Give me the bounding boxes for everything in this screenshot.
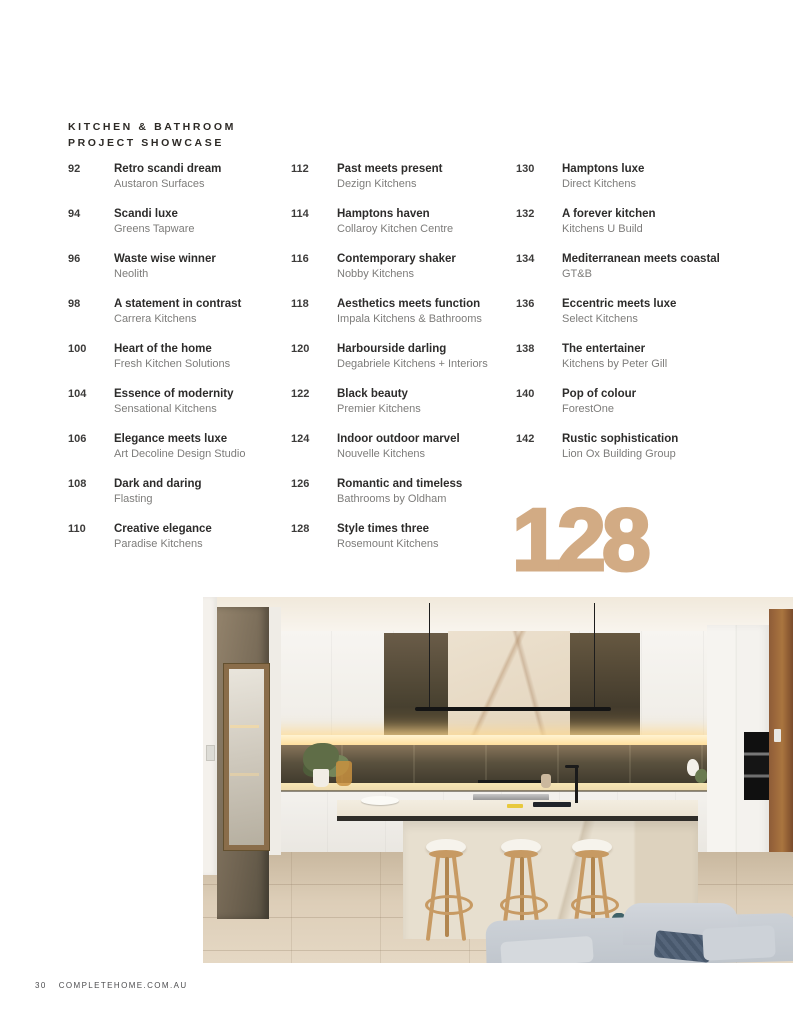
entry-page-number: 132 — [516, 208, 535, 220]
entry-page-number: 120 — [291, 343, 310, 355]
entry-title: Mediterranean meets coastal — [562, 253, 720, 265]
photo-bronze-panel-right — [570, 633, 640, 739]
entry-title: Elegance meets luxe — [114, 433, 228, 445]
entry-credit: Greens Tapware — [114, 223, 195, 235]
toc-entry — [516, 252, 771, 281]
entry-credit: Collaroy Kitchen Centre — [337, 223, 454, 235]
toc-entry — [68, 522, 286, 551]
entry-credit: Carrera Kitchens — [114, 313, 197, 325]
entry-page-number: 94 — [68, 208, 81, 220]
entry-page-number: 128 — [291, 523, 310, 535]
toc-entry — [291, 207, 511, 236]
toc-entry — [291, 297, 511, 326]
entry-credit: Fresh Kitchen Solutions — [114, 358, 231, 370]
entry-title: Rustic sophistication — [562, 433, 679, 445]
entry-credit: Kitchens U Build — [562, 223, 643, 235]
entry-credit: Nouvelle Kitchens — [337, 448, 426, 460]
entry-credit: ForestOne — [562, 403, 614, 415]
entry-credit: Flasting — [114, 493, 153, 505]
toc-entry — [516, 297, 771, 326]
entry-title: Aesthetics meets function — [337, 298, 481, 310]
kitchen-photo — [203, 597, 793, 963]
entry-page-number: 124 — [291, 433, 310, 445]
entry-title: Heart of the home — [114, 343, 212, 355]
entry-title: Harbourside darling — [337, 343, 447, 355]
pendant-cord-right — [594, 603, 595, 709]
entry-page-number: 110 — [68, 523, 86, 535]
toc-entry — [291, 387, 511, 416]
entry-credit: GT&B — [562, 268, 592, 280]
toc-entry — [291, 342, 511, 371]
entry-page-number: 106 — [68, 433, 87, 445]
entry-title: A forever kitchen — [562, 208, 656, 220]
yellow-cloth — [507, 804, 523, 808]
entry-title: Style times three — [337, 523, 430, 535]
stool-footring — [500, 895, 548, 915]
entry-page-number: 112 — [291, 163, 309, 175]
left-wall — [203, 597, 217, 875]
mirror-glow-reflection — [230, 725, 259, 728]
entry-title: The entertainer — [562, 343, 646, 355]
entry-page-number: 138 — [516, 343, 535, 355]
entry-page-number: 130 — [516, 163, 535, 175]
toc-entry — [516, 207, 771, 236]
entry-title: Essence of modernity — [114, 388, 234, 400]
entry-credit: Rosemount Kitchens — [337, 538, 439, 550]
toc-entry — [291, 522, 511, 551]
pendant-cord-left — [429, 603, 430, 709]
footer-website: COMPLETEHOME.COM.AU — [58, 981, 188, 990]
toc-entry — [68, 162, 286, 191]
entry-page-number: 98 — [68, 298, 81, 310]
entry-title: Scandi luxe — [114, 208, 178, 220]
photo-bronze-panel-left — [384, 633, 448, 739]
toc-entry — [516, 432, 771, 461]
toc-entry — [68, 207, 286, 236]
entry-page-number: 92 — [68, 163, 81, 175]
door-panel-plate — [774, 729, 781, 742]
entry-page-number: 108 — [68, 478, 87, 490]
entry-page-number: 100 — [68, 343, 87, 355]
entry-credit: Nobby Kitchens — [337, 268, 415, 280]
toc-entry — [291, 432, 511, 461]
entry-title: Dark and daring — [114, 478, 202, 490]
entry-credit: Lion Ox Building Group — [562, 448, 676, 460]
toc-entry — [516, 342, 771, 371]
entry-title: Waste wise winner — [114, 253, 216, 265]
toc-column-3 — [516, 162, 771, 477]
entry-credit: Degabriele Kitchens + Interiors — [337, 358, 488, 370]
entry-title: Romantic and timeless — [337, 478, 463, 490]
entry-credit: Direct Kitchens — [562, 178, 636, 190]
entry-page-number: 126 — [291, 478, 310, 490]
photo-marble-hood — [448, 631, 570, 747]
toc-entry — [68, 297, 286, 326]
feature-page-number: 128 — [512, 490, 647, 589]
island-sink — [533, 802, 571, 807]
stool-footring — [425, 895, 473, 915]
entry-title: Pop of colour — [562, 388, 637, 400]
flower-leaves — [695, 769, 707, 783]
entry-title: Indoor outdoor marvel — [337, 433, 460, 445]
entry-page-number: 140 — [516, 388, 535, 400]
entry-title: A statement in contrast — [114, 298, 242, 310]
toc-entry — [291, 162, 511, 191]
toc-entry — [291, 252, 511, 281]
pendant-light-bar — [415, 707, 611, 711]
entry-credit: Sensational Kitchens — [114, 403, 217, 415]
light-switch — [206, 745, 215, 761]
entry-page-number: 116 — [291, 253, 309, 265]
stool-footring — [571, 895, 619, 915]
entry-page-number: 104 — [68, 388, 87, 400]
toc-entry — [516, 162, 771, 191]
entry-title: Contemporary shaker — [337, 253, 456, 265]
entry-credit: Austaron Surfaces — [114, 178, 205, 190]
black-faucet — [575, 765, 578, 803]
entry-title: Hamptons luxe — [562, 163, 645, 175]
header-line-2: PROJECT SHOWCASE — [68, 137, 224, 149]
photo-led-glow — [269, 735, 707, 745]
entry-credit: Art Decoline Design Studio — [114, 448, 246, 460]
entry-page-number: 96 — [68, 253, 81, 265]
oven-stack — [744, 732, 771, 800]
white-pot — [313, 769, 329, 787]
footer-page-number: 30 — [35, 981, 47, 990]
toc-entry — [68, 387, 286, 416]
toc-entry — [68, 252, 286, 281]
toc-entry — [516, 387, 771, 416]
header-line-1: KITCHEN & BATHROOM — [68, 121, 236, 133]
entry-page-number: 114 — [291, 208, 309, 220]
ornate-mirror — [224, 664, 269, 850]
entry-page-number: 122 — [291, 388, 310, 400]
entry-title: Retro scandi dream — [114, 163, 222, 175]
entry-credit: Select Kitchens — [562, 313, 638, 325]
entry-credit: Impala Kitchens & Bathrooms — [337, 313, 482, 325]
entry-title: Past meets present — [337, 163, 443, 175]
section-header — [68, 119, 236, 151]
toc-entry — [68, 432, 286, 461]
entry-title: Eccentric meets luxe — [562, 298, 677, 310]
toc-entry — [68, 477, 286, 506]
toc-column-2 — [291, 162, 511, 567]
entry-credit: Neolith — [114, 268, 149, 280]
amber-jug — [336, 761, 352, 786]
entry-page-number: 118 — [291, 298, 309, 310]
toc-column-1 — [68, 162, 286, 567]
bar-stool-1 — [418, 839, 474, 945]
toc-entry — [68, 342, 286, 371]
entry-credit: Paradise Kitchens — [114, 538, 203, 550]
entry-credit: Kitchens by Peter Gill — [562, 358, 668, 370]
entry-credit: Bathrooms by Oldham — [337, 493, 447, 505]
entry-page-number: 136 — [516, 298, 535, 310]
mirror-glow-reflection-2 — [230, 773, 259, 776]
page-footer — [35, 981, 188, 990]
entry-credit: Dezign Kitchens — [337, 178, 417, 190]
entry-title: Black beauty — [337, 388, 408, 400]
toc-entry — [291, 477, 511, 506]
doorway-trim — [269, 607, 281, 855]
plate — [361, 796, 399, 805]
small-vase — [541, 774, 551, 788]
entry-page-number: 134 — [516, 253, 535, 265]
entry-credit: Premier Kitchens — [337, 403, 421, 415]
entry-title: Hamptons haven — [337, 208, 430, 220]
entry-title: Creative elegance — [114, 523, 212, 535]
entry-page-number: 142 — [516, 433, 535, 445]
cooktop — [478, 780, 542, 783]
sofa-cushion-grey — [702, 925, 776, 961]
